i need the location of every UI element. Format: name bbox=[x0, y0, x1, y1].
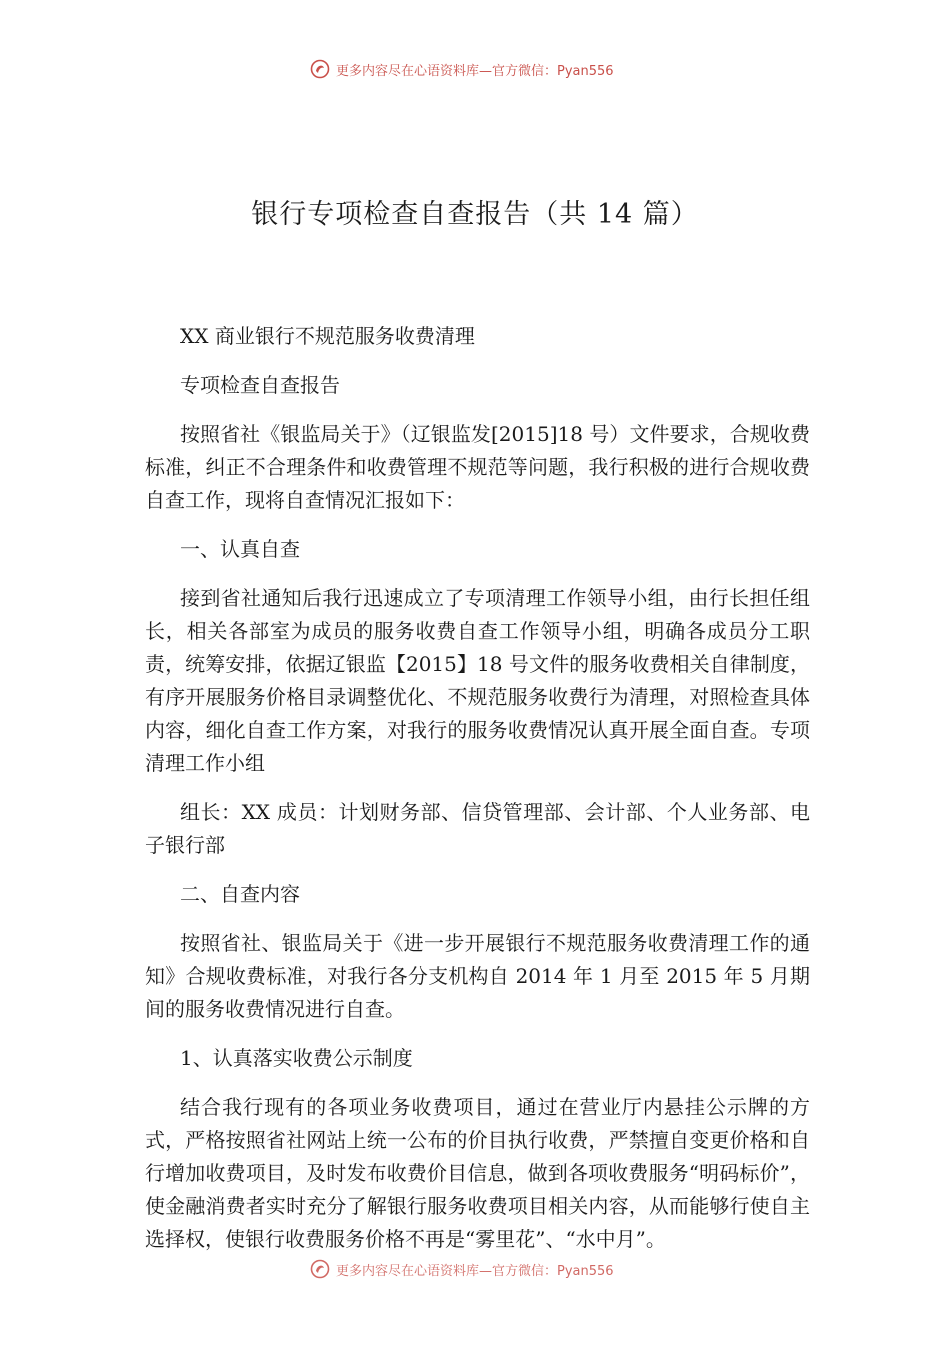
watermark-text: 更多内容尽在心语资料库—官方微信：Pyan556 bbox=[336, 1263, 614, 1279]
paragraph: XX 商业银行不规范服务收费清理 bbox=[180, 324, 475, 348]
paragraph: 组长：XX 成员：计划财务部、信贷管理部、会计部、个人业务部、电子银行部 bbox=[145, 800, 810, 857]
paragraph: 按照省社《银监局关于》（辽银监发[2015]18 号）文件要求，合规收费标准，纠正不合理条件和收费管理不规范等问题，我行积极的进行合规收费自查工作，现将自查情况汇报如下： bbox=[145, 422, 810, 512]
logo-icon bbox=[310, 1259, 330, 1279]
watermark-header bbox=[310, 57, 614, 81]
paragraph: 接到省社通知后我行迅速成立了专项清理工作领导小组，由行长担任组长，相关各部室为成员的服务收费自查工作领导小组，明确各成员分工职责，统筹安排，依据辽银监【2015】18 号文件的服务收费相关自律制度，有序开展服务价格目录调整优化、不规范服务收费行为清理，对照检查具体内容，细化自查工作方案，对我行的服务收费情况认真开展全面自查。专项清理工作小组 bbox=[145, 586, 810, 775]
document-body bbox=[145, 320, 810, 1272]
paragraph: 专项检查自查报告 bbox=[180, 373, 340, 397]
subsection-heading: 1、认真落实收费公示制度 bbox=[180, 1046, 413, 1070]
section-heading: 一、认真自查 bbox=[180, 537, 300, 561]
document-title: 银行专项检查自查报告（共 14 篇） bbox=[251, 199, 699, 230]
logo-icon bbox=[310, 59, 330, 79]
section-heading: 二、自查内容 bbox=[180, 882, 300, 906]
watermark-footer bbox=[310, 1257, 614, 1281]
paragraph: 按照省社、银监局关于《进一步开展银行不规范服务收费清理工作的通知》合规收费标准，对我行各分支机构自 2014 年 1 月至 2015 年 5 月期间的服务收费情况进行自查。 bbox=[145, 931, 810, 1021]
watermark-text: 更多内容尽在心语资料库—官方微信：Pyan556 bbox=[336, 63, 614, 79]
paragraph: 结合我行现有的各项业务收费项目，通过在营业厅内悬挂公示牌的方式，严格按照省社网站上统一公布的价目执行收费，严禁擅自变更价格和自行增加收费项目，及时发布收费价目信息，做到各项收费服务“明码标价”，使金融消费者实时充分了解银行服务收费项目相关内容，从而能够行使自主选择权，使银行收费服务价格不再是“雾里花”、“水中月”。 bbox=[145, 1095, 810, 1251]
